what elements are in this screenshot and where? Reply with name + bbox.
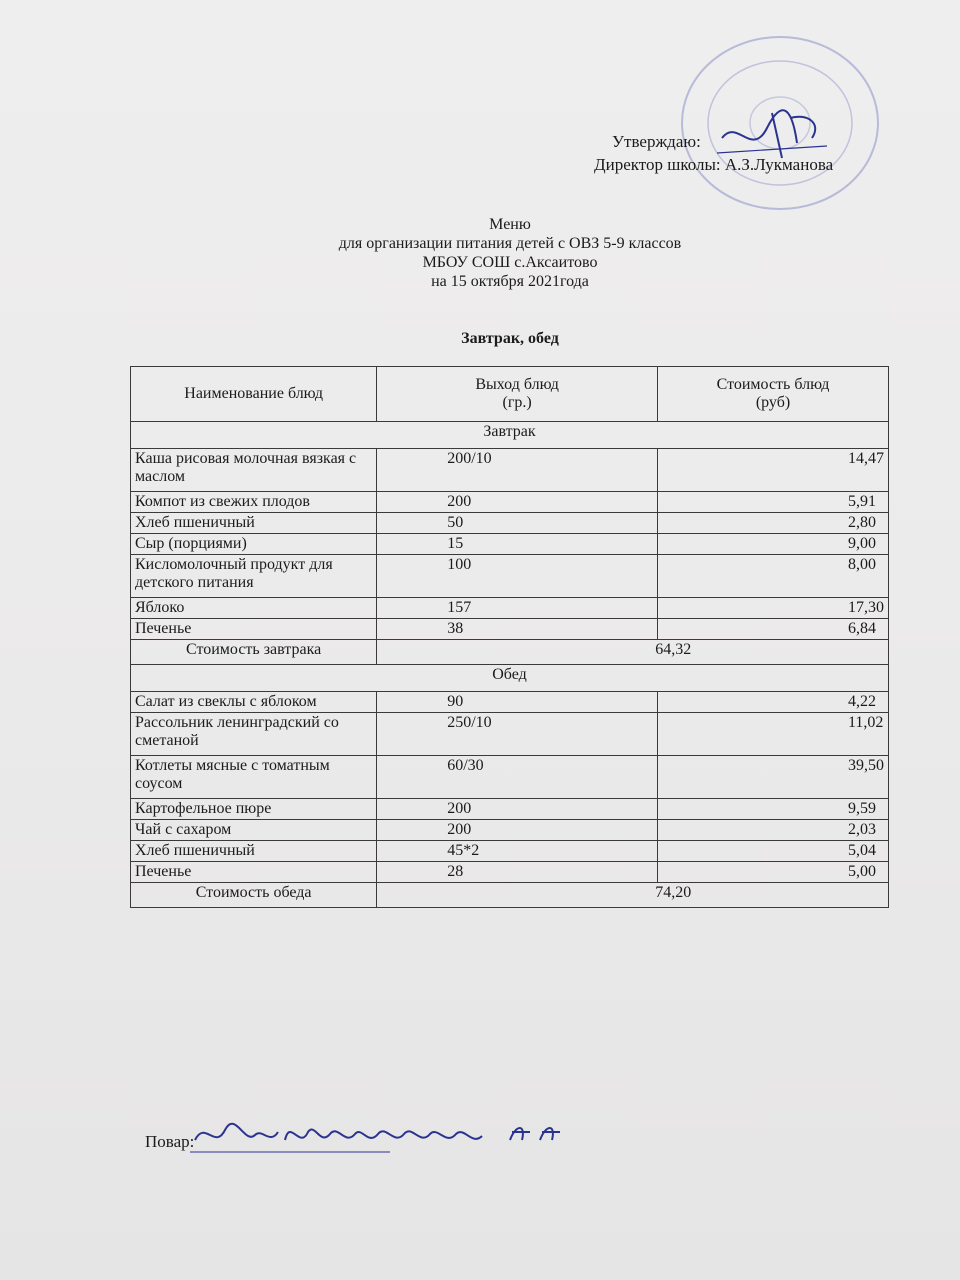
section-lunch: Обед [131,665,889,692]
director-line: Директор школы: А.З.Лукманова [594,155,834,174]
table-row: Компот из свежих плодов 200 5,91 [131,492,889,513]
lunch-total-label: Стоимость обеда [131,883,377,908]
cook-label: Повар: [145,1132,195,1151]
table-row: Печенье 28 5,00 [131,862,889,883]
table-header-row [131,367,889,422]
table-row: Хлеб пшеничный 50 2,80 [131,513,889,534]
lunch-total-value: 74,20 [377,883,889,908]
lunch-total-row [131,883,889,908]
title-line-2: для организации питания детей с ОВЗ 5-9 классов [338,235,682,252]
meal-subtitle: Завтрак, обед [461,330,559,347]
title-line-4: на 15 октября 2021года [431,273,589,290]
table-row: Салат из свеклы с яблоком 90 4,22 [131,692,889,713]
approve-label: Утверждаю: [612,132,701,151]
table-row: Кисломолочный продукт для детского питания 100 8,00 [131,555,889,598]
breakfast-total-value: 64,32 [377,640,889,665]
table-row: Котлеты мясные с томатным соусом 60/30 39,50 [131,756,889,799]
breakfast-total-row [131,640,889,665]
table-row: Яблоко 157 17,30 [131,598,889,619]
table-row: Каша рисовая молочная вязкая с маслом 200/10 14,47 [131,449,889,492]
menu-table [130,366,889,908]
title-line-1: Меню [489,216,531,233]
header-output: Выход блюд (гр.) [377,367,658,422]
title-line-3: МБОУ СОШ с.Аксаитово [422,254,598,271]
table-row: Чай с сахаром 200 2,03 [131,820,889,841]
section-breakfast: Завтрак [131,422,889,449]
menu-title [250,215,770,291]
table-row: Рассольник ленинградский со сметаной 250/10 11,02 [131,713,889,756]
header-name: Наименование блюд [131,367,377,422]
header-cost: Стоимость блюд (руб) [658,367,889,422]
table-row: Картофельное пюре 200 9,59 [131,799,889,820]
director-signature [712,98,832,168]
table-row: Сыр (порциями) 15 9,00 [131,534,889,555]
cook-signature [190,1110,590,1160]
table-row: Хлеб пшеничный 45*2 5,04 [131,841,889,862]
table-row: Печенье 38 6,84 [131,619,889,640]
breakfast-total-label: Стоимость завтрака [131,640,377,665]
